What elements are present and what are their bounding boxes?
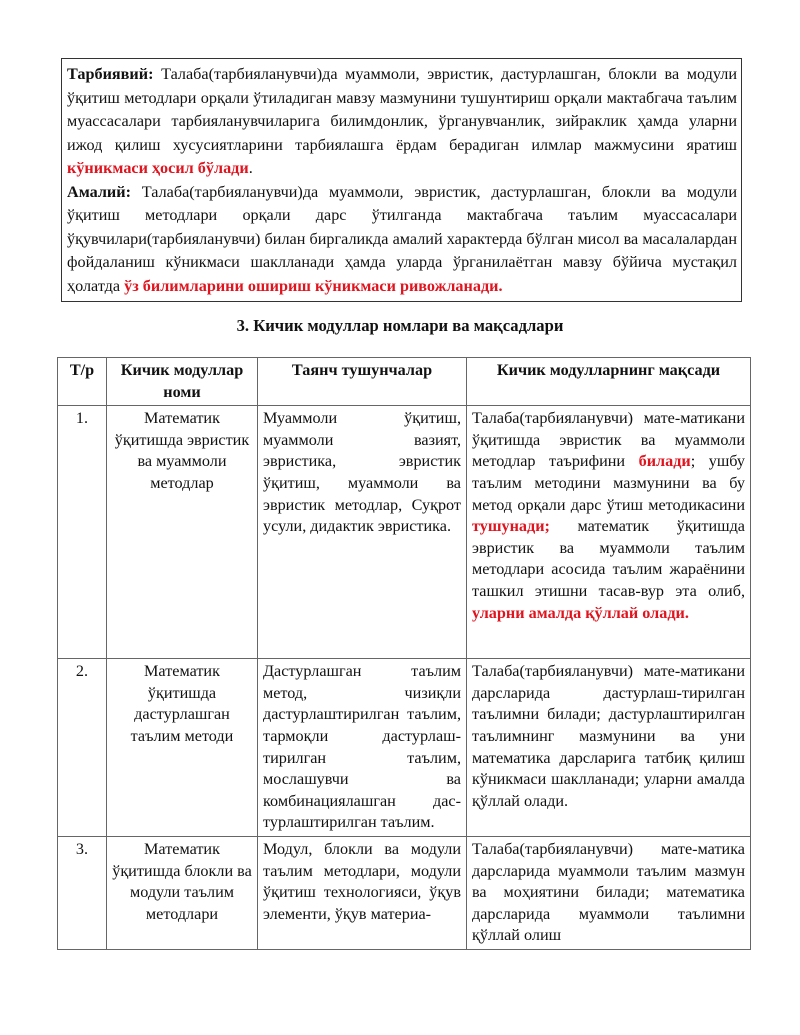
header-cell: Таянч тушунчалар bbox=[258, 358, 467, 406]
objective-upbringing bbox=[67, 63, 737, 181]
objectives-box bbox=[61, 58, 742, 302]
highlight-text: уларни амалда қўллай олади. bbox=[472, 603, 689, 622]
header-cell: Т/р bbox=[58, 358, 107, 406]
module-name: Математик ўқитишда дастурлашган таълим методи bbox=[107, 659, 258, 837]
header-cell: Кичик модуллар номи bbox=[107, 358, 258, 406]
table-row bbox=[58, 836, 751, 949]
key-concepts: Муаммоли ўқитиш, муаммоли вазият, эвристика, эвристик ўқитиш, муаммоли ва эвристик методлар, Суқрот усули, дидактик эвристика. bbox=[258, 406, 467, 659]
objective-text: Талаба(тарбияланувчи)да муаммоли, эвристик, дастурлашган, блокли ва модули ўқитиш методлари орқали дарс ўтилганда мактабгача таълим муассасалари ўқувчилари(тарбияланувчи) билан биргаликда амалий характерда бўлган мисол ва масалалардан фойдаланиш кўникмаси шаклланади ҳамда уларда ўрганилаётган мавзу бўйича мустақил ҳолатда bbox=[67, 182, 737, 295]
modules-table bbox=[57, 357, 751, 950]
section-heading: 3. Кичик модуллар номлари ва мақсадлари bbox=[236, 316, 564, 335]
objective-text: Талаба(тарбияланувчи)да муаммоли, эвристик, дастурлашган, блокли ва модули ўқитиш методлари орқали ўтиладиган мавзу мазмунини тушунтириш орқали мактабгача таълим муассасалари тарбияланувчиларига билимдонлик, ўрганувчанлик, зийраклик ҳамда уларни ижод қилиш хусусиятларини тарбиялашга ёрдам берадиган илмлар мажмусини яратиш bbox=[67, 65, 737, 154]
key-concepts: Модул, блокли ва модули таълим методлари, модули ўқитиш технологияси, ўқув элементи, ўқув материа- bbox=[258, 836, 467, 949]
goal-text: ; ушбу таълим методини мазмунини ва бу метод орқали дарс ўтиш методикасини bbox=[472, 452, 745, 514]
module-goal bbox=[467, 406, 751, 659]
module-goal: Талаба(тарбияланувчи) мате-матикани дарсларида дастурлаш-тирилган таълимни билади; дастурлаштирилган таълимнинг мазмунини ва уни математика дарсларига татбиқ қилиш кўникмаси шаклланади; уларни амалда қўллай олади. bbox=[467, 659, 751, 837]
table-header-row bbox=[58, 358, 751, 406]
highlight-text: ўз билимларини ошириш кўникмаси ривожланади. bbox=[124, 276, 503, 295]
row-number: 1. bbox=[58, 406, 107, 659]
table-row bbox=[58, 659, 751, 837]
row-number: 3. bbox=[58, 836, 107, 949]
module-name: Математик ўқитишда эвристик ва муаммоли методлар bbox=[107, 406, 258, 659]
highlight-text: кўникмаси ҳосил бўлади bbox=[67, 159, 249, 177]
goal-text: Талаба(тарбияланувчи) мате-матикани ўқитишда эвристик ва муаммоли методлар таърифини bbox=[472, 409, 745, 471]
table-row bbox=[58, 406, 751, 659]
row-number: 2. bbox=[58, 659, 107, 837]
header-cell: Кичик модулларнинг мақсади bbox=[467, 358, 751, 406]
objective-label: Тарбиявий: bbox=[67, 65, 154, 83]
highlight-text: тушунади; bbox=[472, 517, 550, 536]
objective-practical bbox=[67, 181, 737, 299]
key-concepts: Дастурлашган таълим метод, чизиқли дастурлаштирилган таълим, тармоқли дастурлаш-тирилган таълим, мослашувчи ва комбинациялашган дас-турлаштирилган таълим. bbox=[258, 659, 467, 837]
highlight-text: билади bbox=[638, 452, 691, 471]
objective-label: Амалий: bbox=[67, 182, 131, 201]
module-name: Математик ўқитишда блокли ва модули таълим методлари bbox=[107, 836, 258, 949]
goal-text: математик ўқитишда эвристик ва муаммоли таълим методлари асосида таълим жараёнини ташкил этишни тасав-вур эта олиб, bbox=[472, 517, 745, 600]
module-goal: Талаба(тарбияланувчи) мате-матика дарсларида муаммоли таълим мазмун ва моҳиятини билади; математика дарсларида муаммоли таълимни қўллай олиш bbox=[467, 836, 751, 949]
objective-text: . bbox=[248, 159, 253, 177]
